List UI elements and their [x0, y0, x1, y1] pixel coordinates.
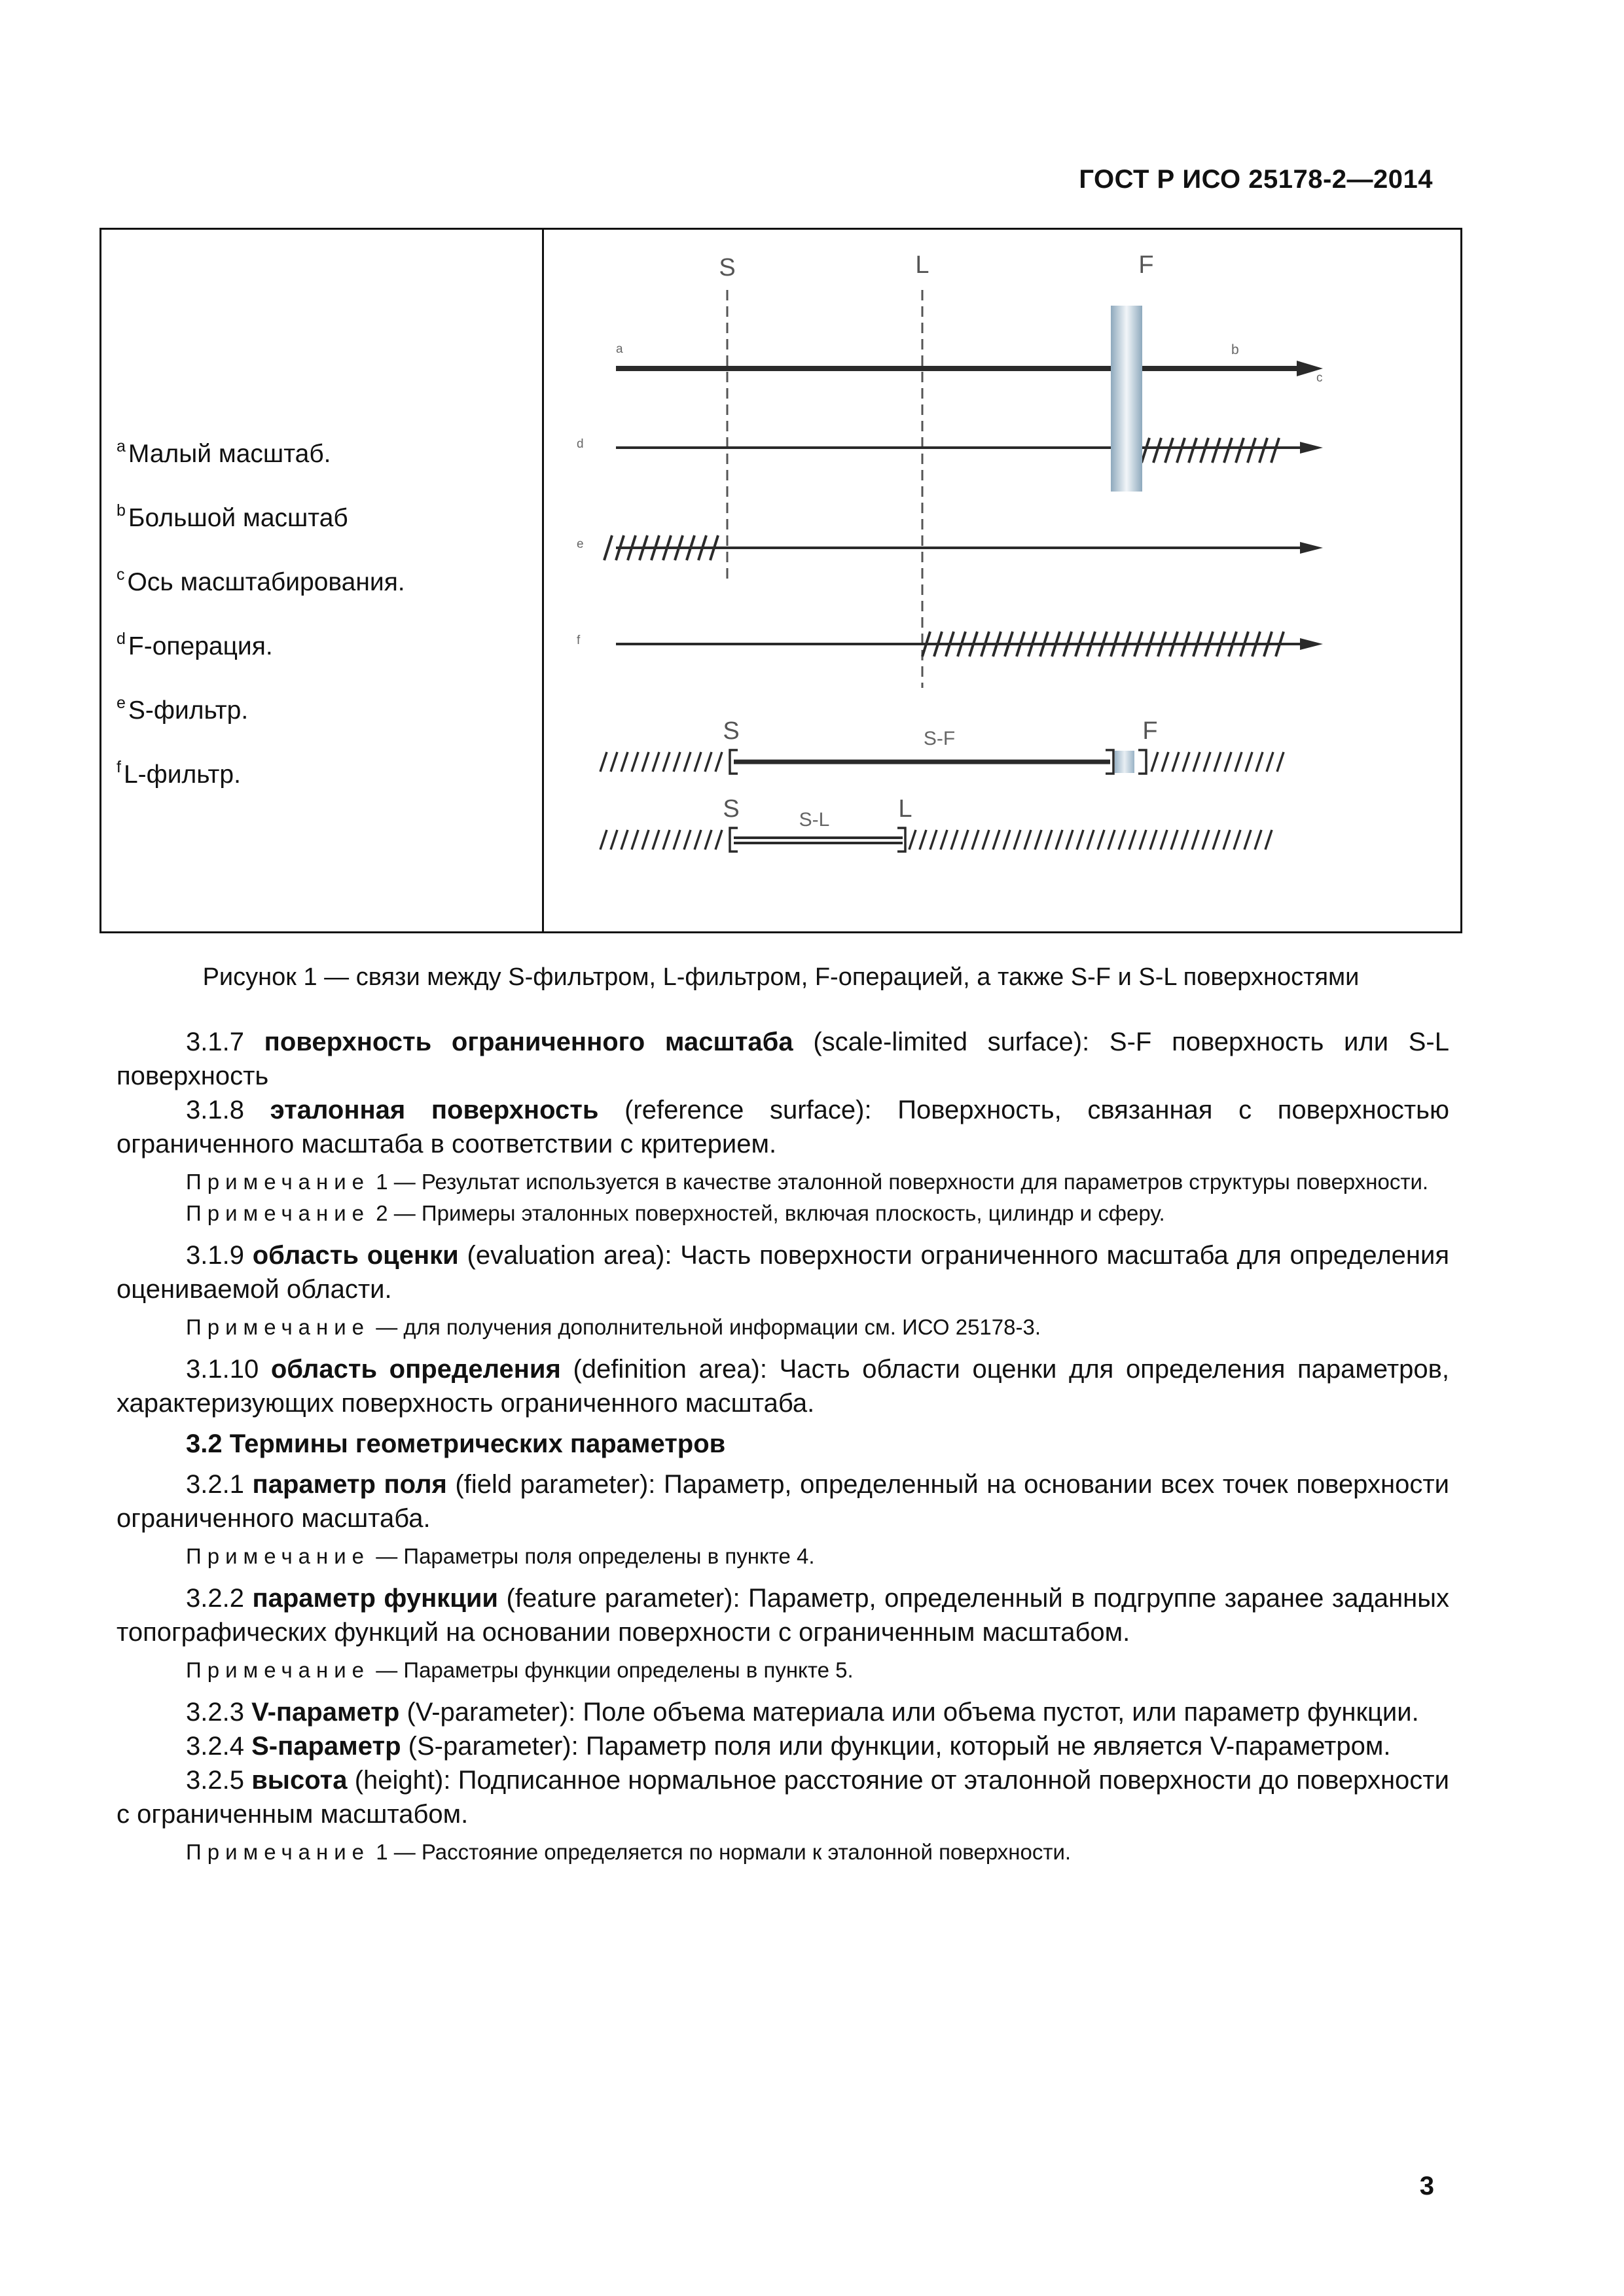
sl-left-bracket: [730, 828, 738, 852]
note-3-2-1: Примечание — Параметры поля определены в пункте 4.: [186, 1544, 815, 1568]
label-s-sf: S: [723, 717, 740, 745]
section-heading-3-2: 3.2 Термины геометрических параметров: [186, 1429, 726, 1458]
label-a: a: [616, 342, 623, 356]
term-3-2-4: 3.2.4 S-параметр (S-parameter): Параметр поля или функции, который не является V-параметром.: [186, 1732, 1391, 1761]
label-s-top: S: [719, 254, 736, 281]
label-d: d: [577, 437, 584, 451]
label-l-top: L: [915, 251, 929, 279]
document-code: ГОСТ Р ИСО 25178-2—2014: [1079, 165, 1433, 194]
label-l-sl: L: [898, 795, 912, 823]
f-hatch: [1142, 438, 1279, 463]
note-3-1-9: Примечание — для получения дополнительной информации см. ИСО 25178-3.: [186, 1315, 1041, 1339]
document-body: [117, 1025, 1449, 1877]
term-3-2-1: 3.2.1 параметр поля (field parameter): Параметр, определенный на основании всех точек поверхности ограниченного масштаба.: [117, 1470, 1449, 1533]
f-operation-arrow: [1300, 442, 1323, 454]
term-3-2-3: 3.2.3 V-параметр (V-parameter): Поле объема материала или объема пустот, или параметр функции.: [186, 1698, 1419, 1727]
term-3-2-2: 3.2.2 параметр функции (feature parameter): Параметр, определенный в подгруппе заранее заданных топографических функций на основании поверхности с ограниченным масштабом.: [117, 1584, 1450, 1647]
figure-legend: [117, 439, 529, 823]
legend-item: $^d$ F-операция.: [117, 630, 273, 660]
page-number: 3: [1419, 2172, 1434, 2200]
sf-f-marker: [1115, 751, 1134, 773]
legend-item: $^f$ L-фильтр.: [117, 758, 241, 789]
sf-f-bracket: [1138, 750, 1146, 774]
term-3-1-10: 3.1.10 область определения (definition area): Часть области оценки для определения параметров, характеризующих поверхность ограниченного масштаба.: [117, 1355, 1450, 1418]
label-b: b: [1231, 342, 1239, 357]
term-3-1-8: 3.1.8 эталонная поверхность (reference surface): Поверхность, связанная с поверхностью ограниченного масштаба в соответствии с критерием.: [117, 1096, 1449, 1158]
term-3-2-5: 3.2.5 высота (height): Подписанное нормальное расстояние от эталонной поверхности до поверхности с ограниченным масштабом.: [117, 1766, 1449, 1829]
note-3-2-2: Примечание — Параметры функции определены в пункте 5.: [186, 1658, 854, 1682]
label-f-row: f: [577, 634, 581, 647]
label-f-top: F: [1138, 251, 1154, 279]
label-sf: S-F: [923, 728, 956, 749]
scale-diagram: [544, 230, 1460, 931]
f-operator-bar: [1111, 306, 1142, 492]
term-3-1-7: 3.1.7 поверхность ограниченного масштаба (scale-limited surface): S-F поверхность или S-L поверхность: [117, 1028, 1449, 1090]
note-3-2-5: Примечание 1 — Расстояние определяется по нормали к эталонной поверхности.: [186, 1840, 1072, 1864]
label-s-sl: S: [723, 795, 740, 823]
label-c: c: [1316, 371, 1323, 385]
sf-left-hatch: [600, 752, 722, 772]
sl-right-bracket: [897, 828, 905, 852]
legend-item: $^c$ Ось масштабирования.: [117, 565, 405, 596]
sl-left-hatch: [600, 830, 722, 850]
term-3-1-9: 3.1.9 область оценки (evaluation area): Часть поверхности ограниченного масштаба для определения оцениваемой области.: [117, 1241, 1449, 1304]
label-e: e: [577, 537, 584, 551]
label-f-sf: F: [1142, 717, 1158, 745]
legend-item: $^a$ Малый масштаб.: [117, 437, 331, 468]
note-3-1-8-2: Примечание 2 — Примеры эталонных поверхностей, включая плоскость, цилиндр и сферу.: [186, 1201, 1165, 1225]
legend-item: $^e$ S-фильтр.: [117, 694, 249, 725]
figure-caption: Рисунок 1 — связи между S-фильтром, L-фильтром, F-операцией, а также S-F и S-L поверхностями: [202, 963, 1360, 991]
sl-right-hatch: [909, 830, 1272, 850]
l-filter-arrow: [1300, 638, 1323, 650]
sf-right-hatch: [1151, 752, 1284, 772]
note-3-1-8-1: Примечание 1 — Результат используется в качестве эталонной поверхности для параметров структуры поверхности.: [186, 1170, 1429, 1194]
label-sl: S-L: [799, 809, 830, 831]
s-filter-arrow: [1300, 542, 1323, 554]
legend-item: $^b$ Большой масштаб: [117, 501, 348, 532]
